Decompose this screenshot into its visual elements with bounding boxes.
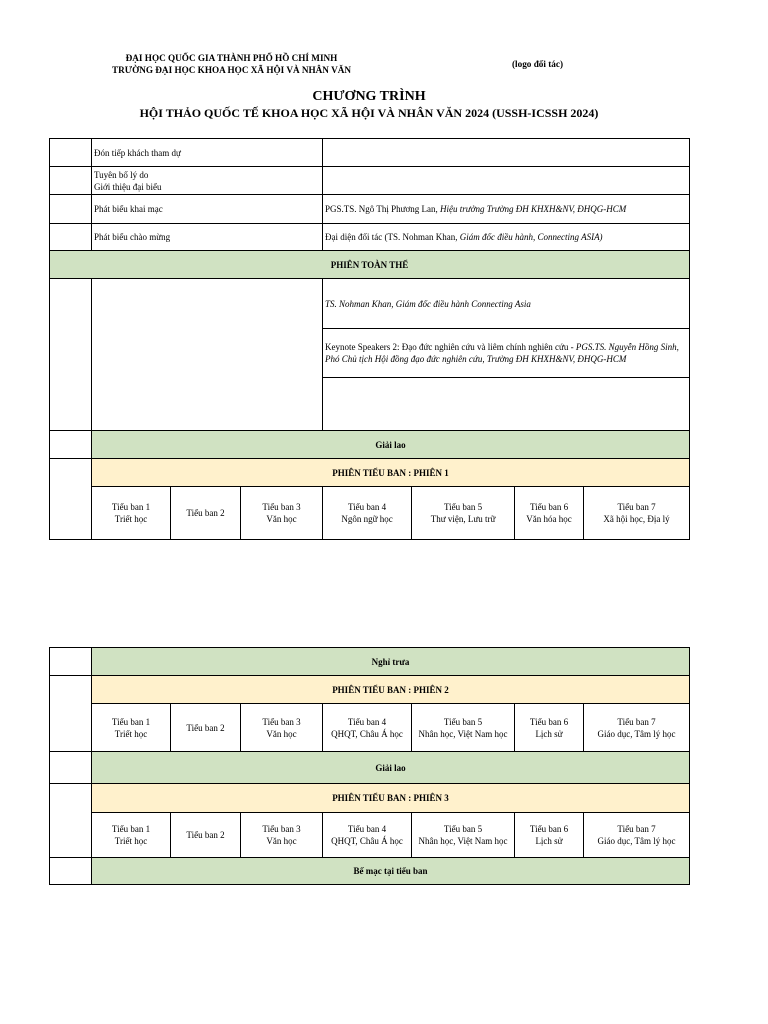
panel-topic: Triết học xyxy=(114,836,148,846)
panel-cell xyxy=(92,704,171,752)
time-cell xyxy=(50,279,92,431)
panel-name: Tiểu ban 3 xyxy=(262,716,301,727)
row-label: Phát biểu chào mừng xyxy=(92,224,323,251)
panel-cell xyxy=(171,813,241,858)
panel-topic: Lịch sử xyxy=(535,836,563,846)
session-heading: PHIÊN TIỂU BAN : PHIÊN 1 xyxy=(92,459,690,487)
panel-cell xyxy=(171,487,241,540)
table-row xyxy=(50,251,690,279)
panel-cell xyxy=(171,704,241,752)
conference-title: HỘI THẢO QUỐC TẾ KHOA HỌC XÃ HỘI VÀ NHÂN VĂN 2024 (USSH-ICSSH 2024) xyxy=(139,106,599,120)
row-detail xyxy=(323,224,690,251)
panel-cell xyxy=(323,704,412,752)
panel-cell xyxy=(515,487,584,540)
panel-topic: Nhân học, Việt Nam học xyxy=(418,728,508,739)
row-label: Đón tiếp khách tham dự xyxy=(92,139,323,167)
row-label xyxy=(92,279,323,431)
panel-topic: Triết học xyxy=(114,514,148,524)
panel-row xyxy=(50,487,690,540)
row-label xyxy=(92,167,323,195)
time-cell xyxy=(50,784,92,858)
session-heading: PHIÊN TIỂU BAN : PHIÊN 3 xyxy=(92,784,690,813)
panel-name: Tiểu ban 7 xyxy=(617,716,656,727)
panel-name: Tiểu ban 7 xyxy=(617,824,656,834)
panel-name: Tiểu ban 3 xyxy=(262,502,301,512)
panel-cell xyxy=(241,704,323,752)
table-row xyxy=(50,648,690,676)
speaker-title: Hiệu trưởng Trường ĐH KHXH&NV, ĐHQG-HCM xyxy=(440,204,627,214)
table-row xyxy=(50,784,690,813)
panel-name: Tiểu ban 1 xyxy=(111,716,151,727)
time-cell xyxy=(50,195,92,224)
panel-topic: Văn hóa học xyxy=(526,514,572,524)
table-row xyxy=(50,279,690,329)
panel-topic: QHQT, Châu Á học xyxy=(331,836,403,846)
panel-topic: QHQT, Châu Á học xyxy=(331,728,403,739)
time-cell xyxy=(50,459,92,540)
panel-row xyxy=(50,813,690,858)
panel-topic: Xã hội học, Địa lý xyxy=(603,514,670,524)
table-row xyxy=(50,431,690,459)
lunch-row: Nghỉ trưa xyxy=(92,648,690,676)
row-label-line: Giới thiệu đại biểu xyxy=(94,181,162,192)
program-table-morning xyxy=(49,138,690,540)
row-detail xyxy=(323,195,690,224)
keynote-1: TS. Nohman Khan, Giám đốc điều hành Connecting Asia xyxy=(323,279,690,329)
panel-cell xyxy=(515,704,584,752)
panel-topic: Thư viện, Lưu trữ xyxy=(430,514,496,524)
row-label-line: Tuyên bố lý do xyxy=(94,169,149,180)
partner-logo-placeholder: (logo đối tác) xyxy=(512,59,564,69)
panel-name: Tiểu ban 5 xyxy=(443,716,483,727)
panel-topic: Giáo dục, Tâm lý học xyxy=(597,836,676,846)
row-detail xyxy=(323,167,690,195)
keynote-2 xyxy=(323,329,690,378)
panel-topic: Nhân học, Việt Nam học xyxy=(418,836,508,846)
panel-cell xyxy=(412,813,515,858)
row-label: Phát biểu khai mạc xyxy=(92,195,323,224)
table-row xyxy=(50,167,690,195)
panel-cell xyxy=(412,704,515,752)
panel-name: Tiểu ban 1 xyxy=(111,502,151,512)
time-cell xyxy=(50,167,92,195)
panel-cell xyxy=(323,813,412,858)
table-row xyxy=(50,459,690,487)
panel-name: Tiểu ban 7 xyxy=(617,502,656,512)
panel-name: Tiểu ban 4 xyxy=(347,824,387,834)
closing-row: Bế mạc tại tiểu ban xyxy=(92,858,690,885)
row-detail xyxy=(323,139,690,167)
panel-name: Tiểu ban 6 xyxy=(529,716,569,727)
time-cell xyxy=(50,752,92,784)
panel-cell xyxy=(584,813,690,858)
panel-topic: Văn học xyxy=(266,836,297,846)
panel-name: Tiểu ban 3 xyxy=(262,824,301,834)
panel-name: Tiểu ban 2 xyxy=(186,722,225,733)
panel-name: Tiểu ban 4 xyxy=(347,716,387,727)
time-cell xyxy=(50,648,92,676)
panel-cell xyxy=(241,813,323,858)
university-name: ĐẠI HỌC QUỐC GIA THÀNH PHỐ HỒ CHÍ MINH xyxy=(125,53,338,63)
panel-cell xyxy=(323,487,412,540)
panel-topic: Triết học xyxy=(114,728,148,739)
panel-topic: Văn học xyxy=(266,514,297,524)
panel-name: Tiểu ban 5 xyxy=(443,824,483,834)
row-detail xyxy=(323,378,690,431)
panel-name: Tiểu ban 6 xyxy=(529,502,569,512)
university-header xyxy=(104,52,359,76)
panel-name: Tiểu ban 2 xyxy=(186,508,225,518)
table-row xyxy=(50,224,690,251)
table-row xyxy=(50,858,690,885)
table-row xyxy=(50,752,690,784)
keynote-speaker: PGS.TS. Nguyễn Hồng Sinh, Phó Chủ tịch Hội đồng đạo đức nghiên cứu, Trường ĐH KHXH&NV, ĐHQG-HCM xyxy=(325,342,679,364)
time-cell xyxy=(50,431,92,459)
panel-topic: Ngôn ngữ học xyxy=(341,514,393,524)
time-cell xyxy=(50,139,92,167)
panel-cell xyxy=(412,487,515,540)
speaker-name: Đại diện đối tác (TS. Nohman Khan, xyxy=(325,232,460,242)
panel-cell xyxy=(92,813,171,858)
section-heading-plenary: PHIÊN TOÀN THỂ xyxy=(50,251,690,279)
panel-cell xyxy=(92,487,171,540)
panel-topic: Giáo dục, Tâm lý học xyxy=(597,728,676,739)
keynote-topic: Keynote Speakers 2: Đạo đức nghiên cứu và liêm chính nghiên cứu - xyxy=(325,342,576,352)
panel-row xyxy=(50,704,690,752)
break-row: Giải lao xyxy=(92,752,690,784)
table-row xyxy=(50,139,690,167)
panel-cell xyxy=(241,487,323,540)
speaker-title: Giám đốc điều hành, Connecting ASIA) xyxy=(459,232,603,242)
panel-name: Tiểu ban 1 xyxy=(111,824,151,834)
session-heading: PHIÊN TIỂU BAN : PHIÊN 2 xyxy=(92,676,690,704)
time-cell xyxy=(50,676,92,752)
panel-cell xyxy=(584,704,690,752)
panel-topic: Lịch sử xyxy=(535,728,563,739)
panel-cell xyxy=(584,487,690,540)
faculty-name: TRƯỜNG ĐẠI HỌC KHOA HỌC XÃ HỘI VÀ NHÂN VĂN xyxy=(112,65,351,75)
speaker-name: PGS.TS. Ngô Thị Phương Lan, xyxy=(325,204,441,214)
panel-name: Tiểu ban 2 xyxy=(186,830,225,840)
panel-name: Tiểu ban 4 xyxy=(347,502,387,512)
document-title: CHƯƠNG TRÌNH xyxy=(312,89,426,104)
time-cell xyxy=(50,858,92,885)
program-table-afternoon xyxy=(49,647,690,885)
table-row xyxy=(50,676,690,704)
time-cell xyxy=(50,224,92,251)
panel-cell xyxy=(515,813,584,858)
panel-name: Tiểu ban 5 xyxy=(443,502,483,512)
panel-topic: Văn học xyxy=(266,728,297,739)
break-row: Giải lao xyxy=(92,431,690,459)
panel-name: Tiểu ban 6 xyxy=(529,824,569,834)
table-row xyxy=(50,195,690,224)
